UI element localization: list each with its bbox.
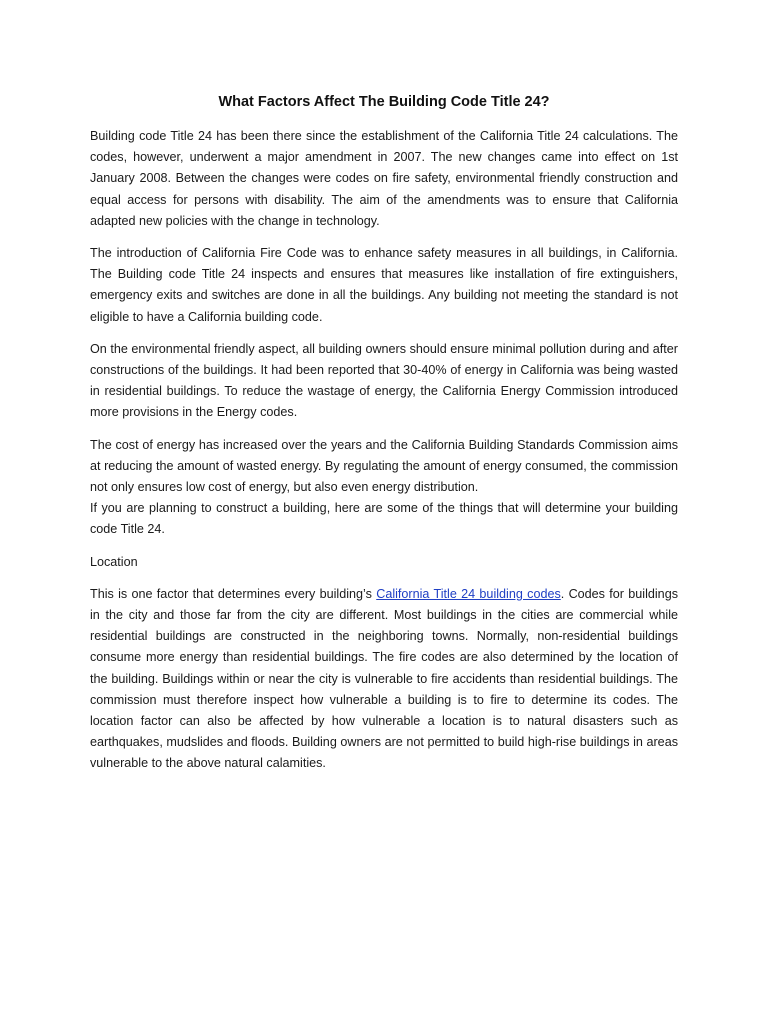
paragraph-energy-cost: The cost of energy has increased over the years and the California Building Standards Commission aims at reducing the amount of wasted energy. By regulating the amount of energy consumed, the commission not only ensures low cost of energy, but also even energy distribution. bbox=[90, 437, 678, 495]
paragraph-title24-history: Building code Title 24 has been there since the establishment of the California Title 24 calculations. The codes, however, underwent a major amendment in 2007. The new changes came into effect on 1st January 2008. Between the changes were codes on fire safety, environmental friendly construction and equal access for persons with disability. The aim of the amendments was to ensure that California adapted new policies with the change in technology. bbox=[90, 129, 678, 228]
paragraph-environmental: On the environmental friendly aspect, all building owners should ensure minimal pollution during and after constructions of the buildings. It had been reported that 30-40% of energy in California was being wasted in residential buildings. To reduce the wastage of energy, the California Energy Commission introduced more provisions in the Energy codes. bbox=[90, 341, 678, 420]
paragraph-fire-code: The introduction of California Fire Code was to enhance safety measures in all buildings, in California. The Building code Title 24 inspects and ensures that measures like installation of fire extinguishers, emergency exits and switches are done in all the buildings. Any building not meeting the standard is not eligible to have a California building code. bbox=[90, 246, 678, 324]
california-title24-link[interactable]: California Title 24 building codes bbox=[376, 586, 561, 601]
location-text-before-link: This is one factor that determines every building’s bbox=[90, 586, 377, 601]
paragraph-planning: If you are planning to construct a building, here are some of the things that will determine your building code Title 24. bbox=[90, 501, 678, 537]
paragraph-location bbox=[90, 584, 678, 775]
document-title: What Factors Affect The Building Code Title 24? bbox=[218, 94, 550, 110]
section-heading-location: Location bbox=[90, 554, 138, 569]
location-text-after-link: . Codes for buildings in the city and those far from the city are different. Most buildings in the cities are commercial while residential buildings are constructed in the neighboring towns. Normally, non-residential buildings consume more energy than residential buildings. The fire codes are also determined by the location of the building. Buildings within or near the city is vulnerable to fire accidents than residential buildings. The commission must therefore inspect how vulnerable a building is to fire to determine its codes. The location factor can also be affected by how vulnerable a location is to natural disasters such as earthquakes, mudslides and floods. Building owners are not permitted to build high-rise buildings in areas vulnerable to the above natural calamities. bbox=[90, 586, 678, 771]
